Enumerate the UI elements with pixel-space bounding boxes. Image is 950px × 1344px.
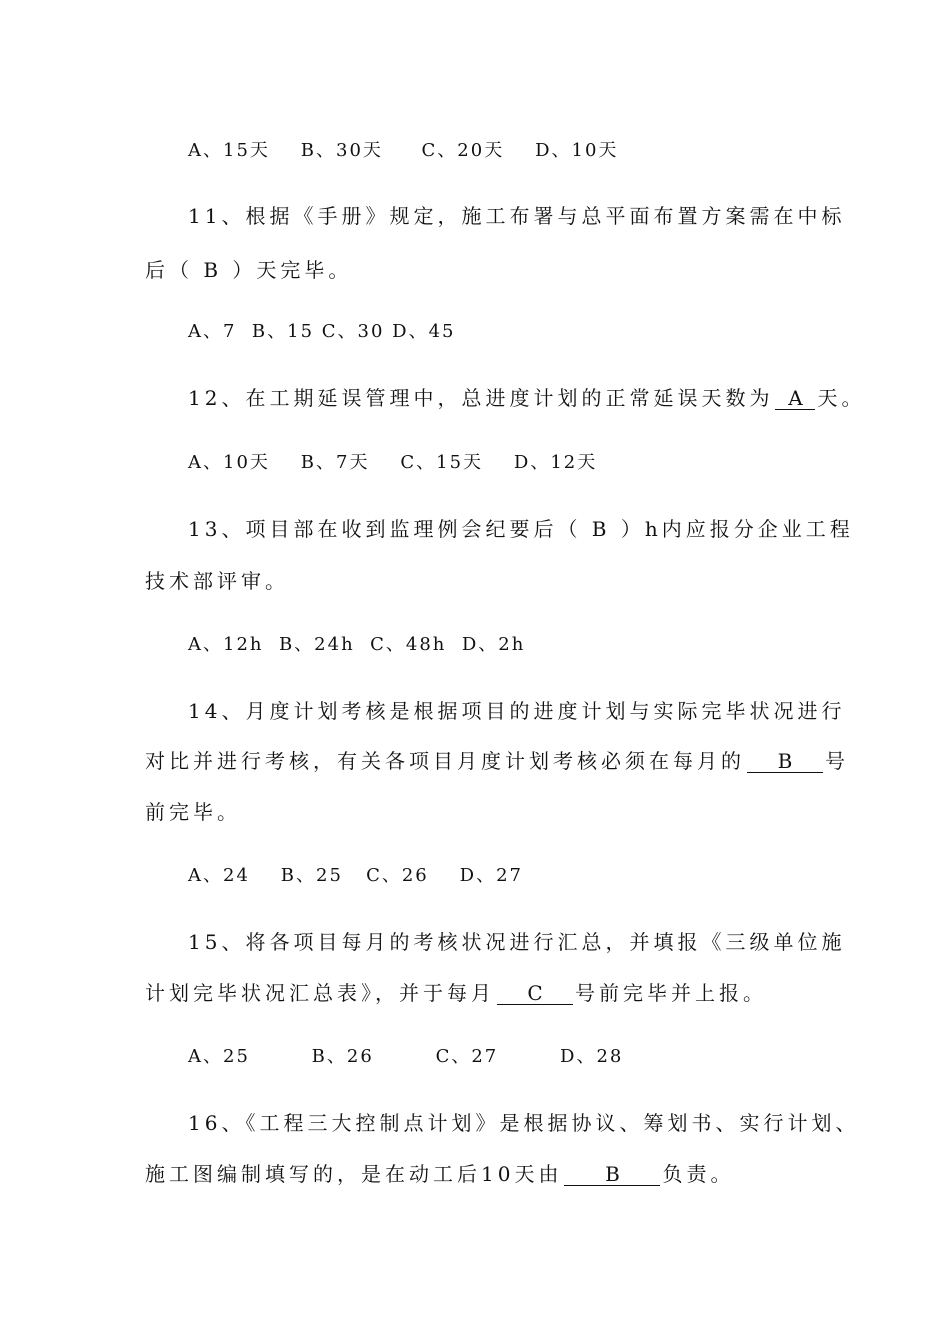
q11-text-line1: 11、根据《手册》规定，施工布署与总平面布置方案需在中标 — [188, 204, 846, 228]
q16-text-after: 负责。 — [662, 1162, 735, 1186]
q15-answer-blank: C — [497, 982, 573, 1005]
q15-text-line2 — [145, 979, 767, 1007]
q12-text-after: 天。 — [817, 386, 866, 410]
q14-options: A、24 B、25 C、26 D、27 — [188, 865, 523, 886]
q15-text-before: 计划完毕状况汇总表》，并于每月 — [145, 981, 495, 1005]
q16-text-before: 施工图编制填写的，是在动工后10天由 — [145, 1162, 563, 1186]
q12-text — [188, 384, 865, 412]
q16-answer-blank: B — [564, 1163, 660, 1186]
q14-text-after: 号 — [825, 749, 849, 773]
q12-answer-blank: A — [775, 387, 815, 410]
q10-options: A、15天 B、30天 C、20天 D、10天 — [188, 140, 619, 161]
q13-text-line2: 技术部评审。 — [145, 569, 289, 593]
q14-text-line2 — [145, 747, 849, 775]
q14-text-line1: 14、月度计划考核是根据项目的进度计划与实际完毕状况进行 — [188, 699, 846, 723]
q16-text-line1: 16、《工程三大控制点计划》是根据协议、筹划书、实行计划、 — [188, 1111, 860, 1135]
q16-text-line2 — [145, 1160, 734, 1188]
q15-text-line1: 15、将各项目每月的考核状况进行汇总，并填报《三级单位施 — [188, 930, 846, 954]
q14-text-line3: 前完毕。 — [145, 800, 241, 824]
q13-text-line1: 13、项目部在收到监理例会纪要后（ B ）h内应报分企业工程 — [188, 517, 854, 541]
q11-text-line2: 后（ B ）天完毕。 — [145, 258, 353, 282]
q13-options: A、12h B、24h C、48h D、2h — [188, 634, 526, 655]
q14-answer-blank: B — [747, 750, 823, 773]
q15-text-after: 号前完毕并上报。 — [575, 981, 767, 1005]
q15-options: A、25 B、26 C、27 D、28 — [188, 1046, 624, 1067]
q14-text-before: 对比并进行考核，有关各项目月度计划考核必须在每月的 — [145, 749, 745, 773]
q12-options: A、10天 B、7天 C、15天 D、12天 — [188, 452, 598, 473]
q12-text-before: 12、在工期延误管理中，总进度计划的正常延误天数为 — [188, 386, 774, 410]
q11-options: A、7 B、15 C、30 D、45 — [188, 321, 456, 342]
